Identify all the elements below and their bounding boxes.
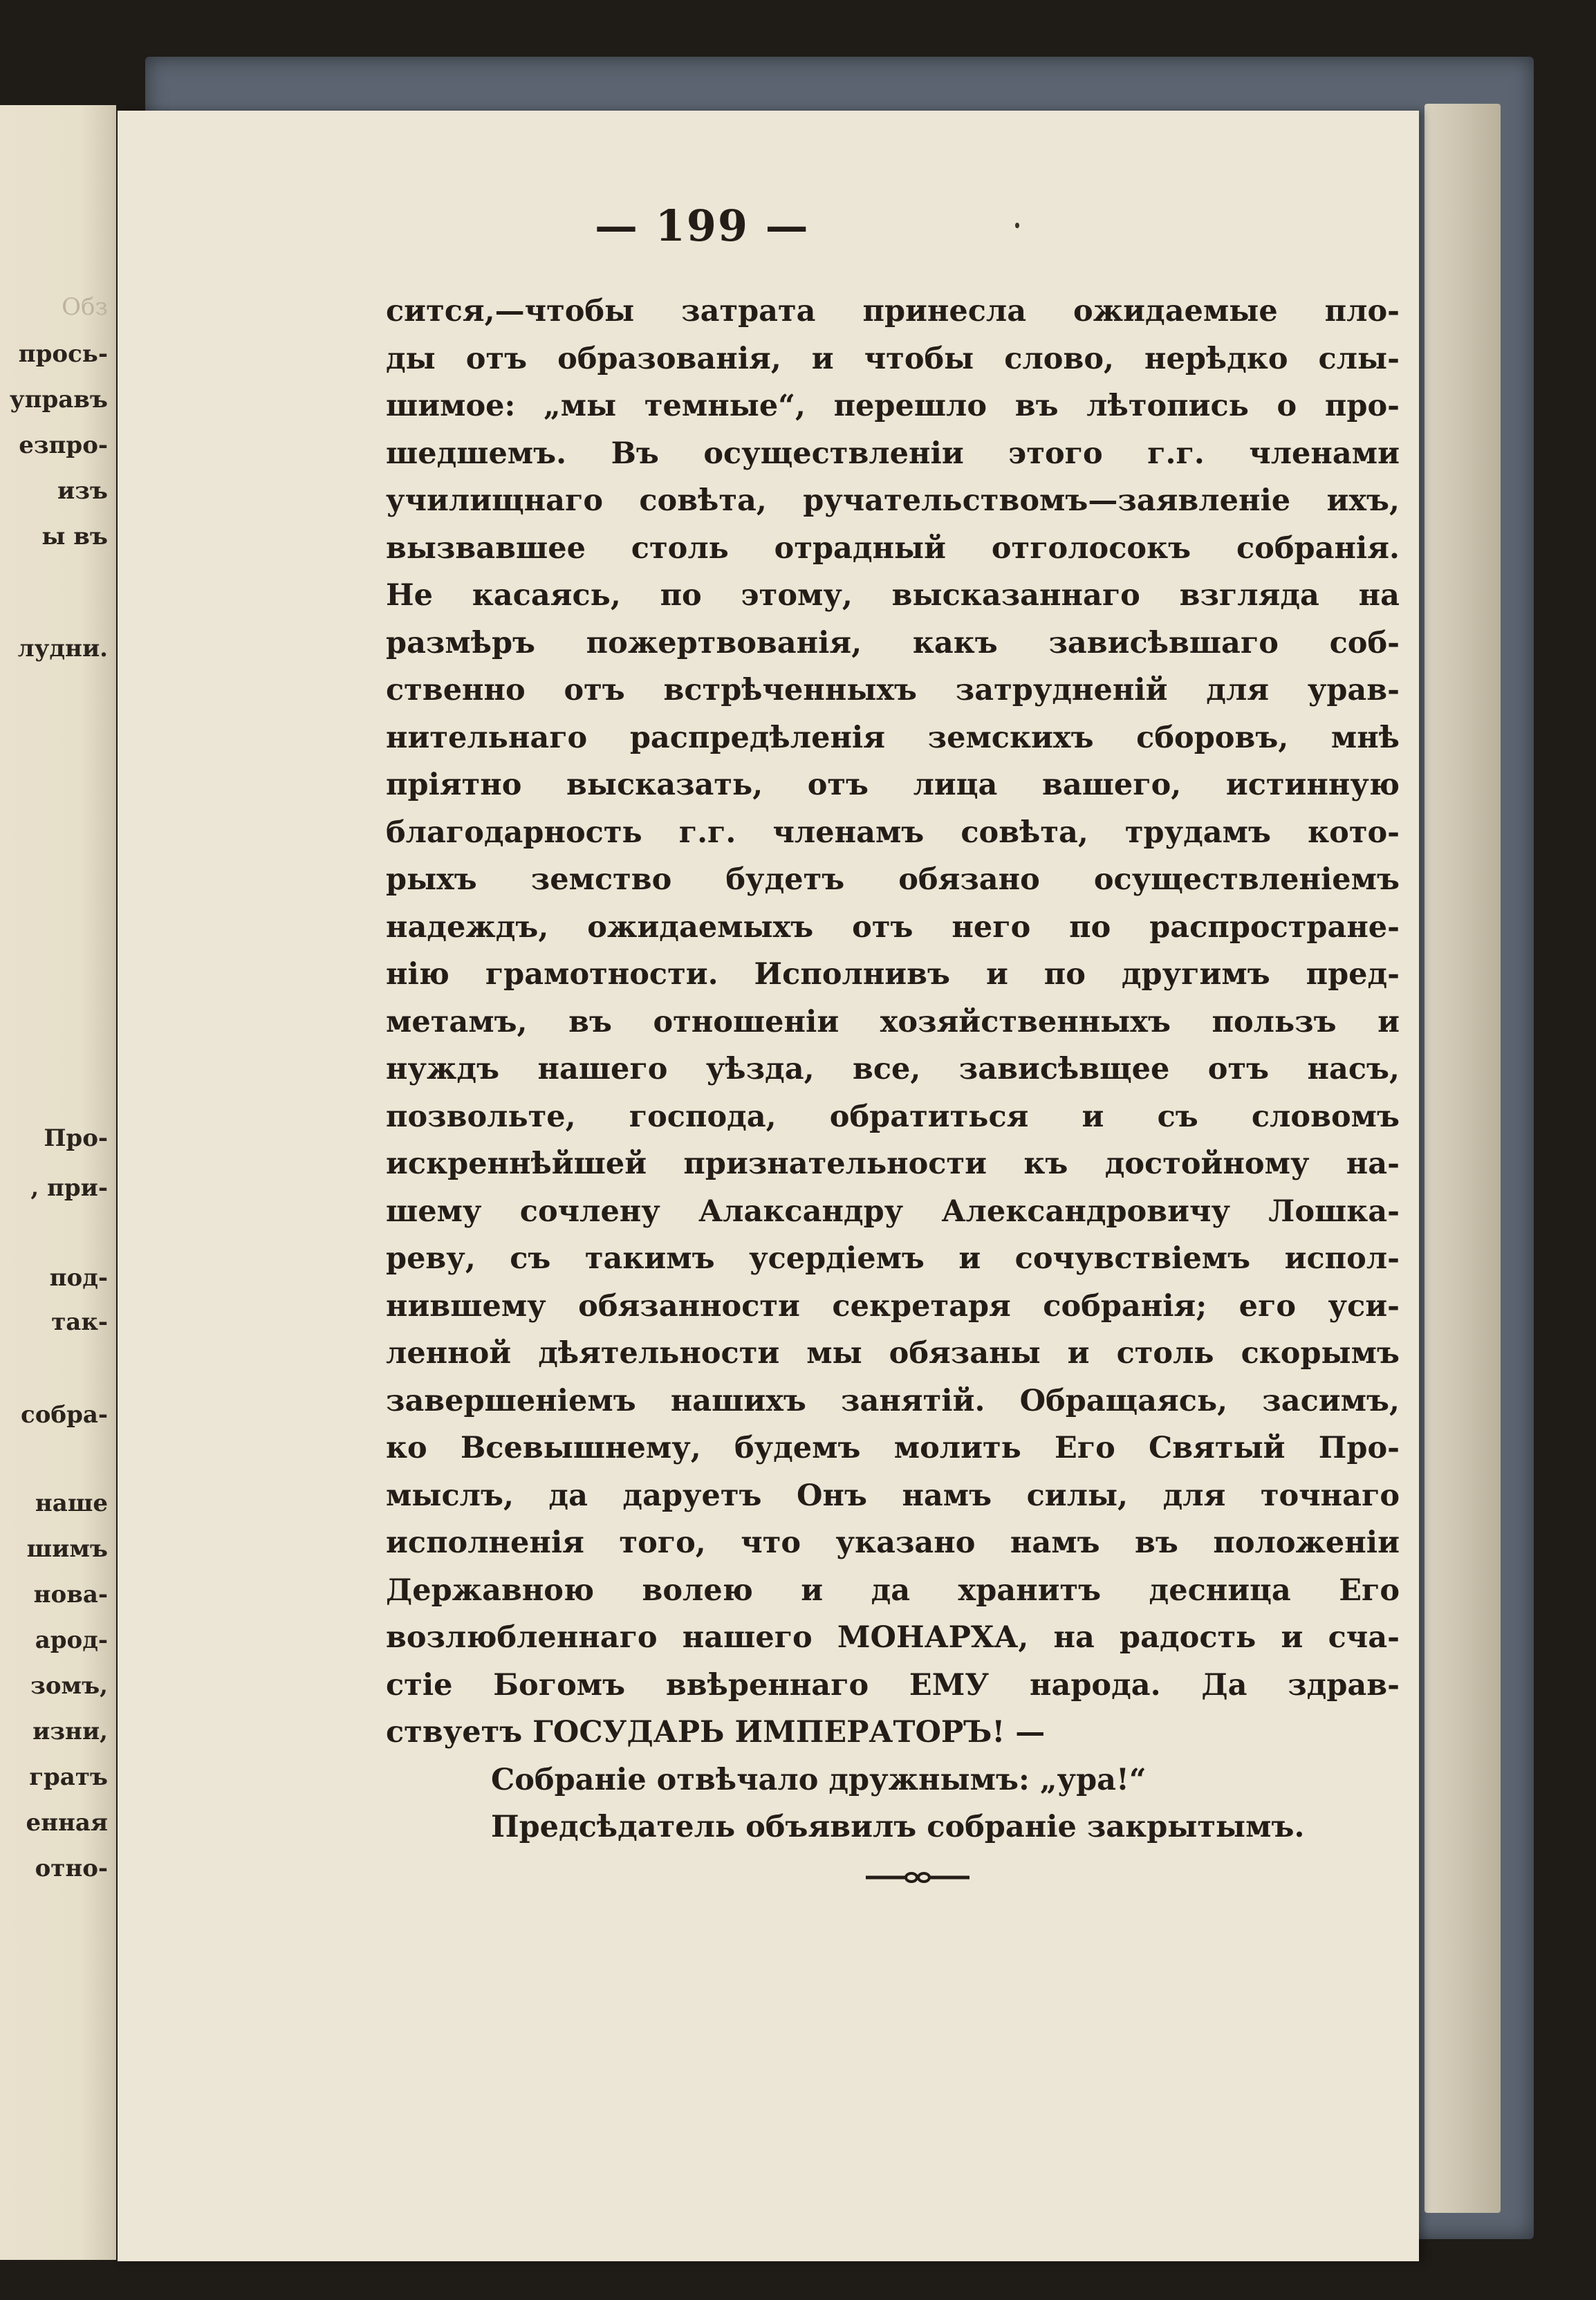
end-ornament (866, 1871, 969, 1884)
text-line: нуждъ нашего уѣзда, все, зависѣвщее отъ насъ, (386, 1052, 1400, 1086)
text-line: реву, съ такимъ усердіемъ и сочувствіемъ испол- (386, 1241, 1400, 1276)
text-line: надеждъ, ожидаемыхъ отъ него по распростране- (386, 909, 1400, 945)
page-body (386, 288, 1400, 1851)
left-fragment: ы въ (41, 523, 108, 550)
text-line: ленной дѣятельности мы обязаны и столь скорымъ (386, 1336, 1400, 1371)
text-line: пріятно высказать, отъ лица вашего, истинную (386, 768, 1400, 802)
left-fragment: Про- (44, 1124, 108, 1152)
left-fragment: гратъ (29, 1763, 108, 1791)
left-fragment: под- (49, 1264, 108, 1292)
text-line: мыслъ, да даруетъ Онъ намъ силы, для точнаго (386, 1478, 1400, 1513)
left-fragment: управъ (9, 386, 108, 414)
left-fragment: лудни. (17, 635, 108, 662)
ink-speck (1015, 223, 1019, 228)
left-fragment: , при- (30, 1174, 108, 1202)
text-line: рыхъ земство будетъ обязано осуществленіемъ (386, 862, 1400, 897)
left-fragment: собра- (21, 1401, 108, 1429)
text-line: ственно отъ встрѣченныхъ затрудненій для урав- (386, 673, 1400, 707)
left-fragment: прось- (18, 340, 108, 368)
left-fragment: зомъ, (30, 1672, 108, 1700)
text-line: Державною волею и да хранитъ десница Его (386, 1573, 1400, 1608)
text-line: возлюбленнаго нашего МОНАРХА, на радость и сча- (386, 1620, 1400, 1655)
text-line: нительнаго распредѣленія земскихъ сборовъ, мнѣ (386, 720, 1400, 755)
left-fragment: енная (26, 1809, 108, 1837)
left-fragment: нова- (33, 1581, 108, 1608)
text-line: стіе Богомъ ввѣреннаго ЕМУ народа. Да здрав- (386, 1667, 1400, 1703)
text-line: искреннѣйшей признательности къ достойному на- (386, 1147, 1400, 1181)
text-line: нившему обязанности секретаря собранія; его уси- (386, 1288, 1400, 1324)
text-line: размѣръ пожертвованія, какъ зависѣвшаго соб- (386, 625, 1400, 660)
left-fragment: шимъ (26, 1535, 108, 1563)
left-fragment: изъ (57, 477, 108, 505)
text-line: нію грамотности. Исполнивъ и по другимъ пред- (386, 957, 1400, 992)
text-line: завершеніемъ нашихъ занятій. Обращаясь, засимъ, (386, 1383, 1400, 1418)
text-line: шему сочлену Алаксандру Александровичу Лошка- (386, 1194, 1400, 1229)
left-fragment: Обз (62, 293, 108, 321)
left-fragment: изни, (33, 1718, 108, 1745)
text-line: Не касаясь, по этому, высказаннаго взгляда на (386, 578, 1400, 613)
text-line: исполненія того, что указано намъ въ положеніи (386, 1525, 1400, 1560)
left-fragment: отно- (35, 1855, 108, 1882)
text-line: училищнаго совѣта, ручательствомъ—заявленіе ихъ, (386, 483, 1400, 518)
text-line: шимое: „мы темные“, перешло въ лѣтопись о про- (386, 389, 1400, 423)
left-fragment: так- (51, 1308, 108, 1336)
text-line: ствуетъ ГОСУДАРЬ ИМПЕРАТОРЪ! — (386, 1715, 1046, 1750)
page-edges (1425, 104, 1501, 2213)
book-page (118, 111, 1419, 2261)
text-line: ды отъ образованія, и чтобы слово, нерѣдко слы- (386, 341, 1400, 376)
text-line: вызвавшее столь отрадный отголосокъ собранія. (386, 530, 1400, 566)
previous-page-fragment (0, 105, 116, 2260)
text-line: метамъ, въ отношеніи хозяйственныхъ пользъ и (386, 1004, 1400, 1039)
closing-line: Предсѣдатель объявилъ собраніе закрытымъ. (491, 1810, 1305, 1844)
left-fragment: наше (35, 1490, 108, 1517)
text-line: сится,—чтобы затрата принесла ожидаемые пло- (386, 294, 1400, 328)
text-line: позвольте, господа, обратиться и съ словомъ (386, 1099, 1400, 1134)
closing-line: Собраніе отвѣчало дружнымъ: „ура!“ (491, 1762, 1147, 1797)
page-number: — 199 — (595, 201, 810, 251)
text-line: шедшемъ. Въ осуществленіи этого г.г. членами (386, 436, 1400, 471)
text-line: ко Всевышнему, будемъ молить Его Святый Про- (386, 1431, 1400, 1465)
left-fragment: арод- (35, 1626, 108, 1654)
left-fragment: езпро- (19, 432, 108, 459)
text-line: благодарность г.г. членамъ совѣта, трудамъ кото- (386, 815, 1400, 850)
